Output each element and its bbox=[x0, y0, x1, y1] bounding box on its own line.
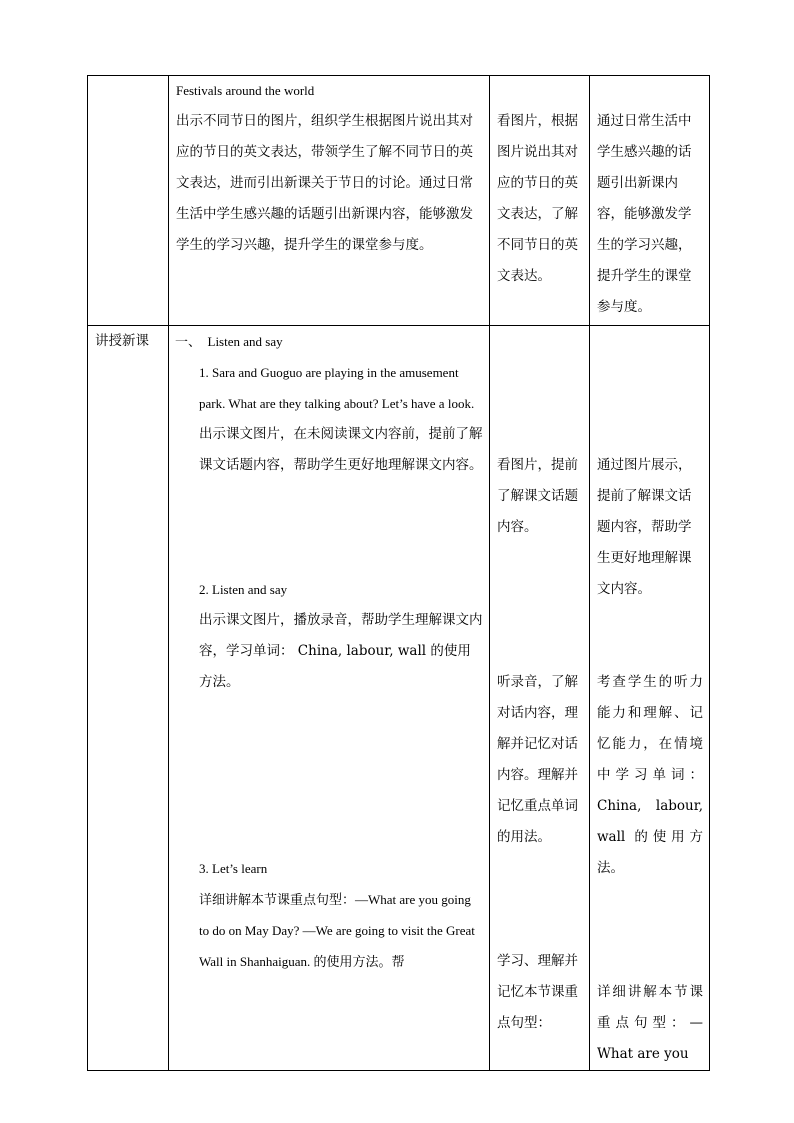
design-purpose-text: 通过图片展示，提前了解课文话题内容，帮助学生更好地理解课文内容。 bbox=[597, 457, 692, 597]
teacher-activity-text: 出示不同节日的图片，组织学生根据图片说出其对应的节日的英文表达，带领学生了解不同节日的英文表达，进而引出新课关于节日的讨论。通过日常生活中学生感兴趣的话题引出新课内容，能够激发学生的学习兴趣，提升学生的课堂参与度。 bbox=[176, 113, 473, 253]
activity-heading: 1. Sara and Guoguo are playing in the amusement park. What are they talking about? Let’s have a look. bbox=[199, 365, 475, 411]
design-purpose-text: 考查学生的听力能力和理解、记忆能力，在情境中学习单词：China, labour, wall 的使用方法。 bbox=[597, 674, 703, 876]
lesson-plan-table bbox=[87, 75, 710, 1071]
student-activity-text: 看图片，根据图片说出其对应的节日的英文表达，了解不同节日的英文表达。 bbox=[497, 113, 578, 284]
stage-cell: 讲授新课 bbox=[88, 326, 169, 1071]
design-purpose-text: 详细讲解本节课重点句型：—What are you bbox=[597, 984, 703, 1062]
activity-heading: 2. Listen and say bbox=[199, 582, 288, 597]
table-row bbox=[88, 326, 710, 1071]
teacher-activity-text: 详细讲解本节课重点句型：—What are you going to do on May Day? —We are going to visit the Great Wall in Shanhaiguan. 的使用方法。帮 bbox=[199, 892, 475, 969]
student-activity-text: 学习、理解并记忆本节课重点句型： bbox=[497, 953, 578, 1031]
stage-cell bbox=[88, 76, 169, 326]
design-purpose-text: 通过日常生活中学生感兴趣的话题引出新课内容，能够激发学生的学习兴趣，提升学生的课堂参与度。 bbox=[597, 113, 692, 315]
teacher-activity-cell bbox=[169, 76, 490, 326]
section-heading: 一、 Listen and say bbox=[175, 334, 283, 349]
teacher-activity-text: 出示课文图片，播放录音，帮助学生理解课文内容，学习单词： China, labour, wall 的使用方法。 bbox=[199, 612, 483, 690]
student-activity-cell bbox=[490, 76, 590, 326]
teacher-activity-cell bbox=[169, 326, 490, 1071]
student-activity-cell bbox=[490, 326, 590, 1071]
student-activity-text: 听录音，了解对话内容，理解并记忆对话内容。理解并记忆重点单词的用法。 bbox=[497, 674, 578, 845]
activity-heading: Festivals around the world bbox=[176, 83, 315, 98]
table-row bbox=[88, 76, 710, 326]
design-purpose-cell bbox=[590, 76, 710, 326]
student-activity-text: 看图片，提前了解课文话题内容。 bbox=[497, 457, 578, 535]
design-purpose-cell bbox=[590, 326, 710, 1071]
activity-heading: 3. Let’s learn bbox=[199, 861, 268, 876]
teacher-activity-text: 出示课文图片，在未阅读课文内容前，提前了解课文话题内容，帮助学生更好地理解课文内容。 bbox=[199, 426, 483, 473]
